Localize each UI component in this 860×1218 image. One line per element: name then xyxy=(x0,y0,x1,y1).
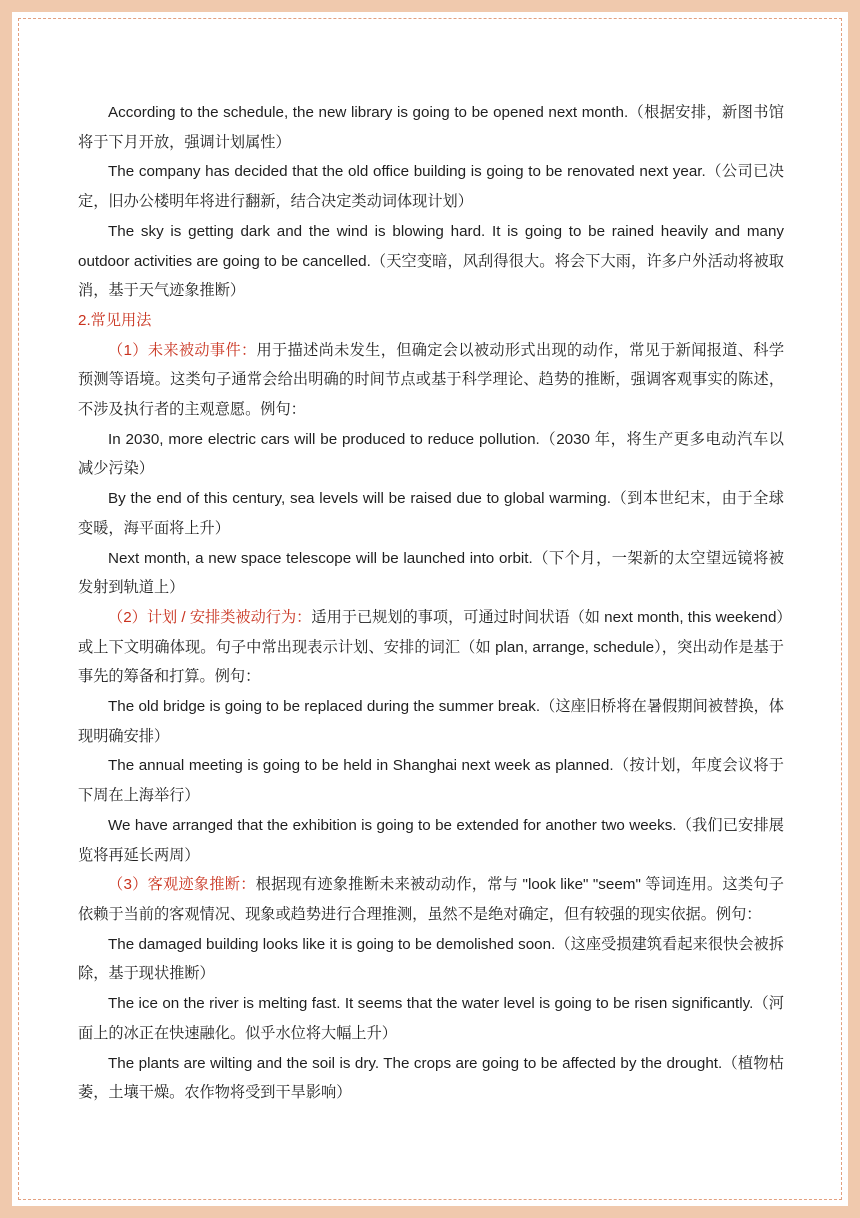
example-paragraph: The annual meeting is going to be held in Shanghai next week as planned.（按计划，年度会议将于下周在上海举行） xyxy=(78,757,784,805)
example-paragraph: According to the schedule, the new library is going to be opened next month.（根据安排，新图书馆将于下月开放，强调计划属性） xyxy=(78,104,784,151)
example-paragraph: By the end of this century, sea levels will be raised due to global warming.（到本世纪末，由于全球变暖，海平面将上升） xyxy=(78,490,784,537)
usage-1-label: （1）未来被动事件： xyxy=(108,341,257,359)
document-body xyxy=(78,98,784,1108)
usage-3-text: 根据现有迹象推断未来被动动作，常与 "look like" "seem" 等词连用。这类句子依赖于当前的客观情况、现象或趋势进行合理推测，虽然不是绝对确定，但有较强的现实依据。例句： xyxy=(78,876,784,923)
usage-1-text: 用于描述尚未发生，但确定会以被动形式出现的动作，常见于新闻报道、科学预测等语境。这类句子通常会给出明确的时间节点或基于科学理论、趋势的推断，强调客观事实的陈述，不涉及执行者的主观意愿。例句： xyxy=(78,341,785,419)
section-heading: 2.常见用法 xyxy=(78,311,152,329)
example-paragraph: The damaged building looks like it is going to be demolished soon.（这座受损建筑看起来很快会被拆除，基于现状推断） xyxy=(78,935,784,983)
example-paragraph: In 2030, more electric cars will be produced to reduce pollution.（2030 年，将生产更多电动汽车以减少污染） xyxy=(78,430,784,478)
example-paragraph: The company has decided that the old office building is going to be renovated next year.（公司已决定，旧办公楼明年将进行翻新，结合决定类动词体现计划） xyxy=(78,163,784,211)
usage-1-description xyxy=(78,336,784,425)
example-paragraph: Next month, a new space telescope will be launched into orbit.（下个月，一架新的太空望远镜将被发射到轨道上） xyxy=(78,549,784,597)
example-paragraph: The plants are wilting and the soil is dry. The crops are going to be affected by the drought.（植物枯萎，土壤干燥。农作物将受到干旱影响） xyxy=(78,1054,784,1102)
example-paragraph: The sky is getting dark and the wind is blowing hard. It is going to be rained heavily and many outdoor activities are going to be cancelled.（天空变暗，风刮得很大。将会下大雨，许多户外活动将被取消，基于天气迹象推断） xyxy=(78,222,784,300)
usage-2-text: 适用于已规划的事项，可通过时间状语（如 next month, this weekend）或上下文明确体现。句子中常出现表示计划、安排的词汇（如 plan, arrange, schedule），突出动作是基于事先的筹备和打算。例句： xyxy=(78,608,784,686)
example-paragraph: We have arranged that the exhibition is going to be extended for another two weeks.（我们已安排展览将再延长两周） xyxy=(78,816,784,864)
example-paragraph: The ice on the river is melting fast. It seems that the water level is going to be risen significantly.（河面上的冰正在快速融化。似乎水位将大幅上升） xyxy=(78,995,784,1042)
usage-3-label: （3）客观迹象推断： xyxy=(108,876,256,894)
usage-2-label: （2）计划 / 安排类被动行为： xyxy=(108,608,312,626)
example-paragraph: The old bridge is going to be replaced during the summer break.（这座旧桥将在暑假期间被替换，体现明确安排） xyxy=(78,698,784,745)
usage-3-description xyxy=(78,870,784,929)
usage-2-description xyxy=(78,603,784,692)
page-frame xyxy=(12,12,848,1206)
